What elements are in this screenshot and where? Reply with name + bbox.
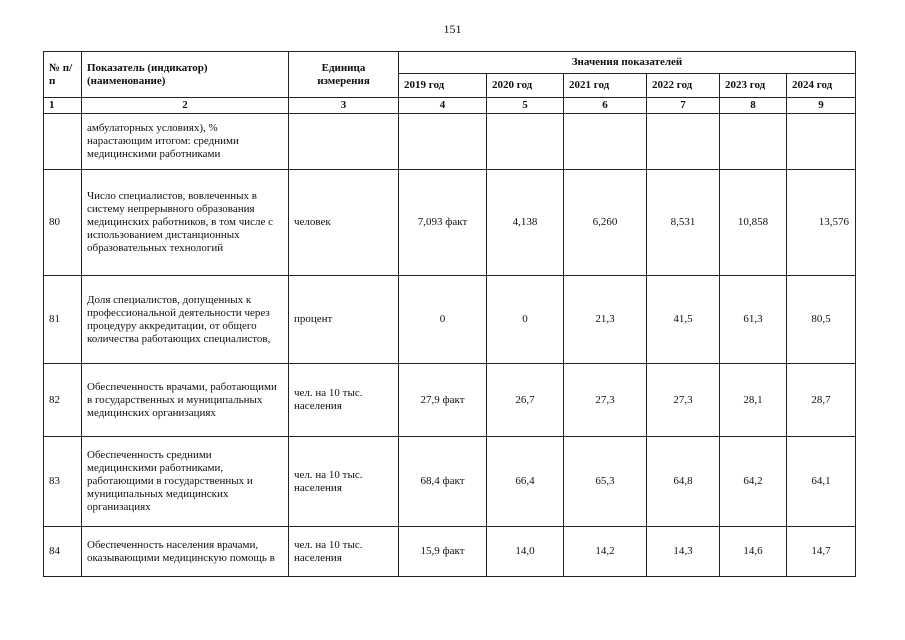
column-index: 6: [564, 98, 647, 114]
table-row: [44, 170, 856, 276]
value-2023: 28,1: [720, 364, 787, 437]
indicator-unit: чел. на 10 тыс. населения: [289, 437, 399, 527]
value-2024: 14,7: [787, 527, 856, 577]
row-number: 83: [44, 437, 82, 527]
header-year-2021: 2021 год: [564, 74, 647, 98]
value-2022: [647, 114, 720, 170]
value-2024: 28,7: [787, 364, 856, 437]
column-index: 2: [82, 98, 289, 114]
value-2021: 14,2: [564, 527, 647, 577]
column-index: 5: [487, 98, 564, 114]
indicator-name: Обеспеченность врачами, работающими в государственных и муниципальных медицинских организациях: [82, 364, 289, 437]
value-2022: 14,3: [647, 527, 720, 577]
header-year-2020: 2020 год: [487, 74, 564, 98]
value-2024: [787, 114, 856, 170]
value-2020: 66,4: [487, 437, 564, 527]
column-index: 1: [44, 98, 82, 114]
header-year-2023: 2023 год: [720, 74, 787, 98]
value-2020: [487, 114, 564, 170]
table-row: [44, 114, 856, 170]
row-number: 80: [44, 170, 82, 276]
indicator-name: Обеспеченность средними медицинскими работниками, работающими в государственных и муниципальных медицинских организациях: [82, 437, 289, 527]
page-number: 151: [443, 22, 462, 36]
value-2024: 64,1: [787, 437, 856, 527]
value-2023: 61,3: [720, 276, 787, 364]
value-2023: [720, 114, 787, 170]
value-2020: 0: [487, 276, 564, 364]
indicator-unit: человек: [289, 170, 399, 276]
value-2021: 21,3: [564, 276, 647, 364]
value-2023: 10,858: [720, 170, 787, 276]
value-2021: 27,3: [564, 364, 647, 437]
header-values-group: Значения показателей: [399, 52, 856, 74]
value-2021: 6,260: [564, 170, 647, 276]
value-2023: 14,6: [720, 527, 787, 577]
row-number: [44, 114, 82, 170]
value-2019: 15,9 факт: [399, 527, 487, 577]
value-2022: 64,8: [647, 437, 720, 527]
value-2020: 4,138: [487, 170, 564, 276]
value-2024: 13,576: [787, 170, 856, 276]
column-index: 8: [720, 98, 787, 114]
row-number: 82: [44, 364, 82, 437]
column-index-row: [44, 98, 856, 114]
value-2022: 41,5: [647, 276, 720, 364]
column-index: 9: [787, 98, 856, 114]
indicator-name: Доля специалистов, допущенных к профессиональной деятельности через процедуру аккредитации, от общего количества работающих специалистов,: [82, 276, 289, 364]
row-number: 81: [44, 276, 82, 364]
value-2020: 14,0: [487, 527, 564, 577]
value-2019: 0: [399, 276, 487, 364]
value-2020: 26,7: [487, 364, 564, 437]
indicator-name: Обеспеченность населения врачами, оказывающими медицинскую помощь в: [82, 527, 289, 577]
value-2021: [564, 114, 647, 170]
table-row: [44, 276, 856, 364]
indicator-unit: процент: [289, 276, 399, 364]
value-2023: 64,2: [720, 437, 787, 527]
value-2019: 27,9 факт: [399, 364, 487, 437]
value-2019: 68,4 факт: [399, 437, 487, 527]
indicator-unit: [289, 114, 399, 170]
value-2022: 27,3: [647, 364, 720, 437]
table-row: [44, 364, 856, 437]
indicator-name: Число специалистов, вовлеченных в систему непрерывного образования медицинских работников, в том числе с использованием дистанционных образовательных технологий: [82, 170, 289, 276]
indicator-unit: чел. на 10 тыс. населения: [289, 364, 399, 437]
column-index: 4: [399, 98, 487, 114]
indicator-unit: чел. на 10 тыс. населения: [289, 527, 399, 577]
value-2019: [399, 114, 487, 170]
header-unit: Единица измерения: [289, 52, 399, 98]
table-row: [44, 437, 856, 527]
header-year-2022: 2022 год: [647, 74, 720, 98]
column-index: 7: [647, 98, 720, 114]
header-indicator-name: Показатель (индикатор) (наименование): [82, 52, 289, 98]
indicator-name: амбулаторных условиях), % нарастающим итогом: средними медицинскими работниками: [82, 114, 289, 170]
column-index: 3: [289, 98, 399, 114]
value-2022: 8,531: [647, 170, 720, 276]
header-number: № п/п: [44, 52, 82, 98]
indicators-table: [43, 51, 856, 577]
value-2024: 80,5: [787, 276, 856, 364]
header-year-2024: 2024 год: [787, 74, 856, 98]
row-number: 84: [44, 527, 82, 577]
table-row: [44, 527, 856, 577]
value-2021: 65,3: [564, 437, 647, 527]
value-2019: 7,093 факт: [399, 170, 487, 276]
header-year-2019: 2019 год: [399, 74, 487, 98]
